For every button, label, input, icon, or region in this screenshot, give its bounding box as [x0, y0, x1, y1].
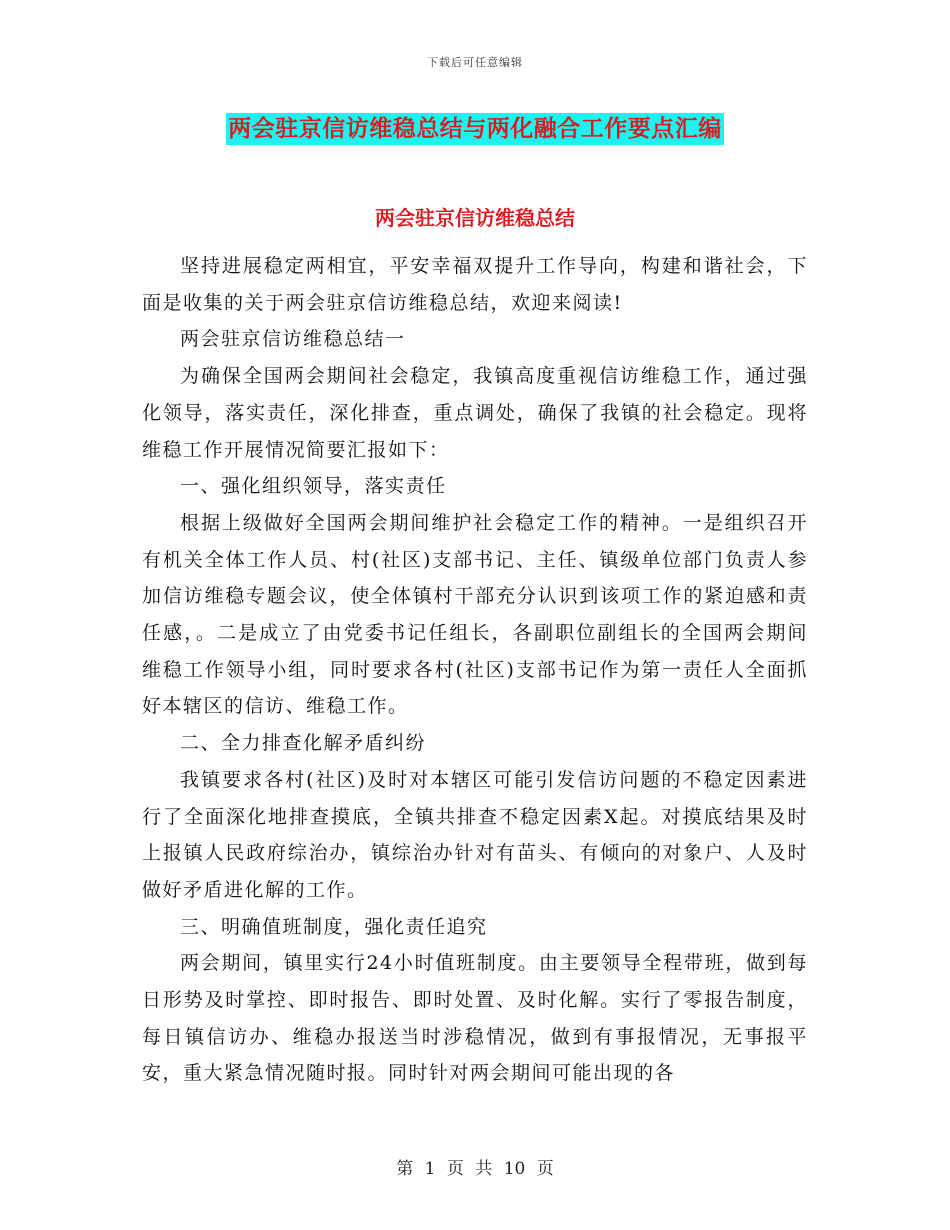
page-header-note: 下载后可任意编辑	[427, 56, 523, 69]
paragraph-intro: 坚持进展稳定两相宜，平安幸福双提升工作导向，构建和谐社会，下面是收集的关于两会驻京信访维稳总结，欢迎来阅读!	[142, 255, 808, 314]
paragraph-section-3: 两会期间，镇里实行24小时值班制度。由主要领导全程带班，做到每日形势及时掌控、即时报告、即时处置、及时化解。实行了零报告制度，每日镇信访办、维稳办报送当时涉稳情况，做到有事报情况，无事报平安，重大紧急情况随时报。同时针对两会期间可能出现的各	[142, 952, 808, 1085]
document-title-wrapper	[0, 113, 950, 145]
paragraph-section-2: 我镇要求各村(社区)及时对本辖区可能引发信访问题的不稳定因素进行了全面深化地排查摸底，全镇共排查不稳定因素X起。对摸底结果及时上报镇人民政府综治办，镇综治办针对有苗头、有倾向的对象户、人及时做好矛盾进化解的工作。	[142, 768, 808, 901]
paragraph-overview: 为确保全国两会期间社会稳定，我镇高度重视信访维稳工作，通过强化领导，落实责任，深化排查，重点调处，确保了我镇的社会稳定。现将维稳工作开展情况简要汇报如下：	[142, 365, 808, 461]
document-title: 两会驻京信访维稳总结与两化融合工作要点汇编	[226, 113, 724, 145]
section-title: 两会驻京信访维稳总结	[375, 206, 575, 230]
heading-section-1: 一、强化组织领导，落实责任	[180, 475, 447, 498]
document-body	[142, 248, 808, 1092]
page-number-footer: 第 1 页 共 10 页	[396, 1159, 554, 1179]
paragraph-section-1: 根据上级做好全国两会期间维护社会稳定工作的精神。一是组织召开有机关全体工作人员、村(社区)支部书记、主任、镇级单位部门负责人参加信访维稳专题会议，使全体镇村干部充分认识到该项工作的紧迫感和责任感，。二是成立了由党委书记任组长，各副职位副组长的全国两会期间维稳工作领导小组，同时要求各村(社区)支部书记作为第一责任人全面抓好本辖区的信访、维稳工作。	[142, 511, 808, 718]
paragraph-subtitle: 两会驻京信访维稳总结一	[180, 328, 406, 351]
heading-section-3: 三、明确值班制度，强化责任追究	[180, 915, 488, 938]
heading-section-2: 二、全力排查化解矛盾纠纷	[180, 732, 427, 755]
